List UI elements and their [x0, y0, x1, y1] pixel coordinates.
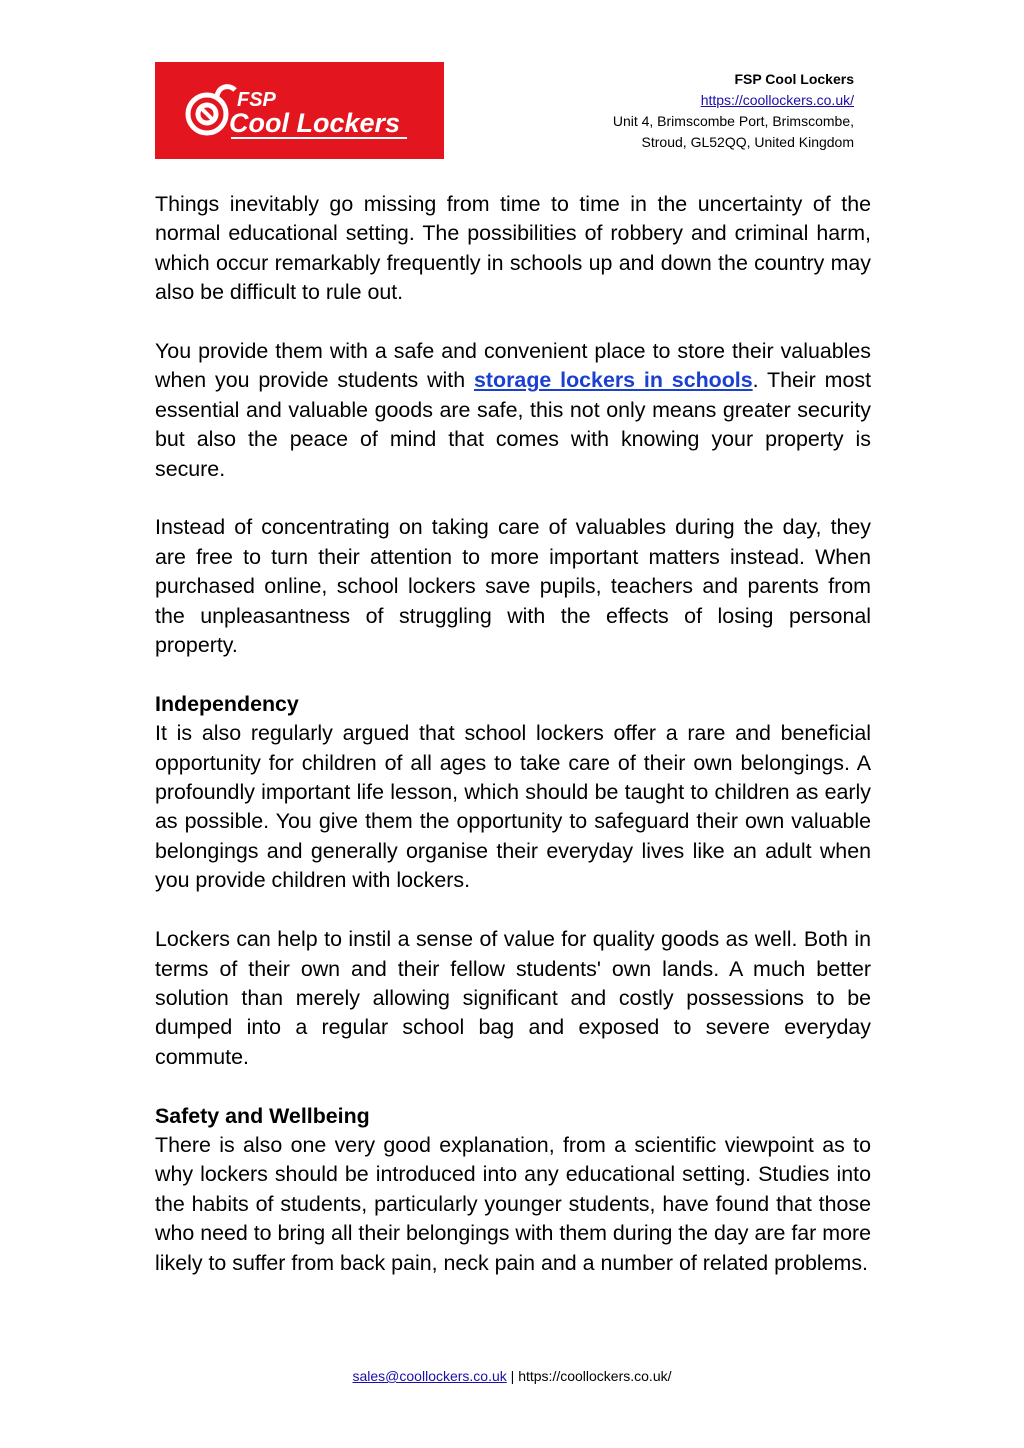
paragraph-safety: There is also one very good explanation, from a scientific viewpoint as to why lockers should be introduced into any educational setting. Studies into the habits of students, particularly younger students, have found that those who need to bring all their belongings with them during the day are far more likely to suffer from back pain, neck pain and a number of related problems.	[155, 1132, 871, 1275]
footer-url: https://coollockers.co.uk/	[518, 1368, 672, 1384]
page-footer	[0, 1366, 1024, 1386]
paragraph-attention: Instead of concentrating on taking care of valuables during the day, they are free to turn their attention to more important matters instead. When purchased online, school lockers save pupils, teachers and parents from the unpleasantness of struggling with the effects of losing personal property.	[155, 515, 871, 658]
footer-separator: |	[506, 1368, 519, 1384]
heading-safety: Safety and Wellbeing	[155, 1103, 370, 1128]
paragraph-value: Lockers can help to instil a sense of value for quality goods as well. Both in terms of their own and their fellow students' own lands. A much better solution than merely allowing significant and costly possessions to be dumped into a regular school bag and exposed to severe everyday commute.	[155, 927, 871, 1069]
paragraph-storage-text-after: . Their most essential and valuable goods are safe, this not only means greater security but also the peace of mind that comes with knowing your property is secure.	[155, 368, 872, 481]
paragraph-storage	[155, 337, 871, 484]
paragraph-storage-text-before: You provide them with a safe and convenient place to store their valuables when you provide students with	[155, 339, 871, 393]
logo-main-text: Cool Lockers	[229, 108, 401, 138]
paragraph-independency: It is also regularly argued that school lockers offer a rare and beneficial opportunity for children of all ages to take care of their own belongings. A profoundly important life lesson, which should be taught to children as early as possible. You give them the opportunity to safeguard their own valuable belongings and generally organise their everyday lives like an adult when you provide children with lockers.	[155, 721, 871, 893]
paragraph-intro: Things inevitably go missing from time to time in the uncertainty of the normal educational setting. The possibilities of robbery and criminal harm, which occur remarkably frequently in schools up and down the country may also be difficult to rule out.	[155, 192, 871, 305]
company-logo	[155, 62, 444, 159]
address-line-2: Stroud, GL52QQ, United Kingdom	[641, 134, 854, 150]
article-body	[155, 190, 871, 1307]
footer-email-link[interactable]: sales@coollockers.co.uk	[352, 1368, 507, 1384]
company-name: FSP Cool Lockers	[734, 71, 854, 87]
storage-lockers-link[interactable]: storage lockers in schools	[474, 368, 753, 393]
heading-independency: Independency	[155, 691, 299, 716]
company-info	[613, 69, 854, 153]
lock-logo-icon	[155, 62, 444, 159]
address-line-1: Unit 4, Brimscombe Port, Brimscombe,	[612, 113, 854, 129]
company-url-link[interactable]: https://coollockers.co.uk/	[700, 92, 854, 108]
logo-fsp-text: FSP	[237, 89, 276, 111]
